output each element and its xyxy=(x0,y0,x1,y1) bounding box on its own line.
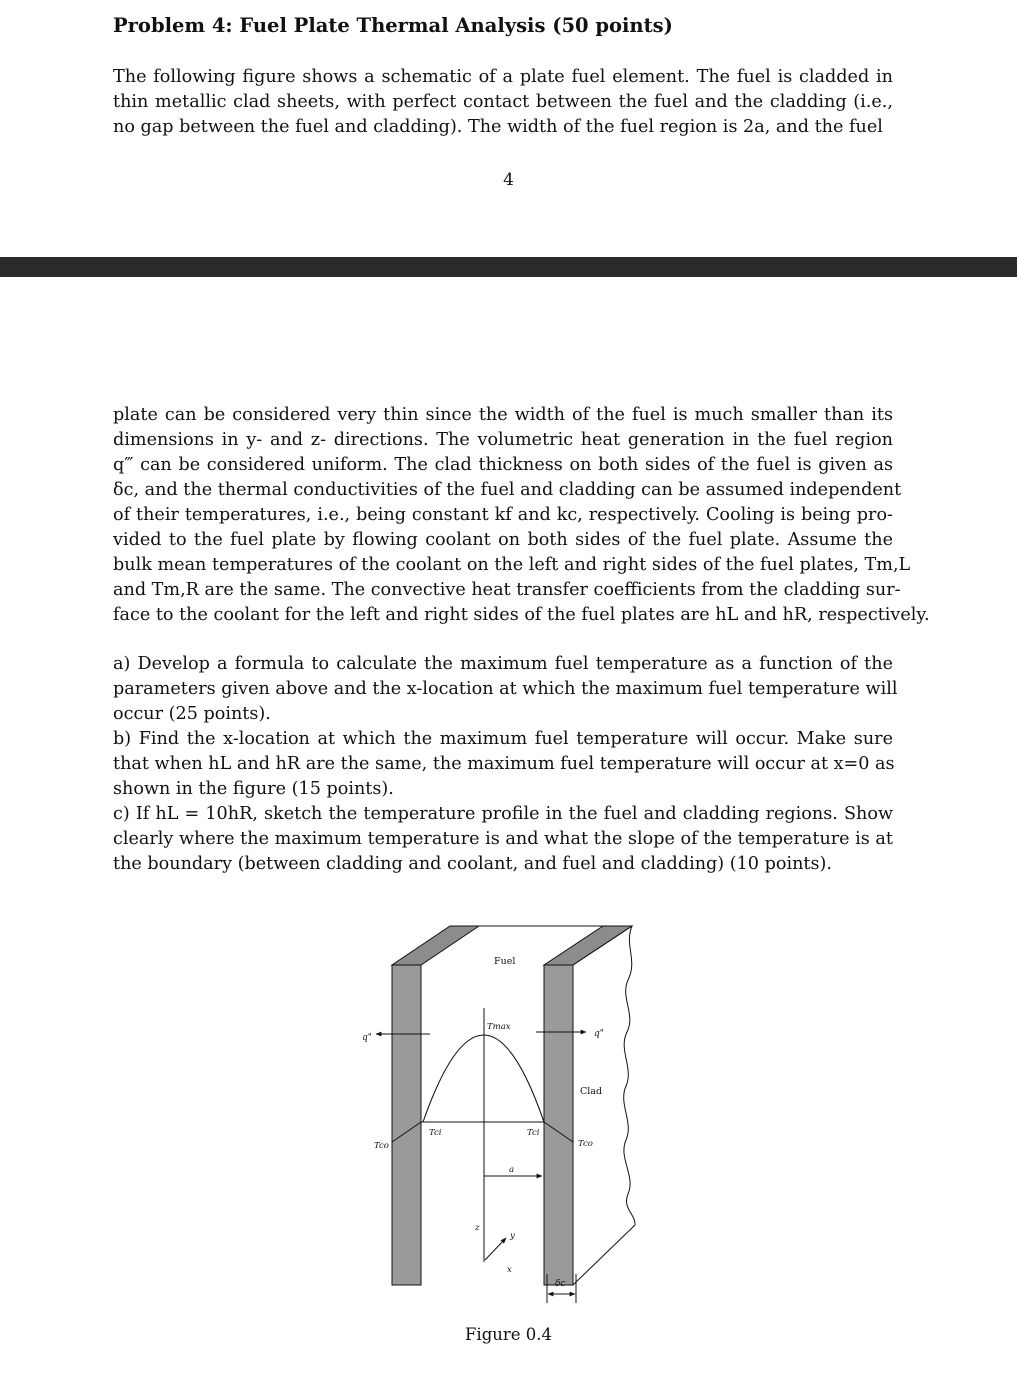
label-q-left: q" xyxy=(362,1033,372,1043)
problem-title: Problem 4: Fuel Plate Thermal Analysis (50 points) xyxy=(113,14,673,37)
question-line: shown in the figure (15 points). xyxy=(113,779,394,799)
questions-paragraph xyxy=(113,652,898,877)
question-line: c) If hL = 10hR, sketch the temperature profile in the fuel and cladding regions. Show xyxy=(113,804,893,824)
question-line: clearly where the maximum temperature is and what the slope of the temperature is at xyxy=(113,829,893,849)
body-line: bulk mean temperatures of the coolant on the left and right sides of the fuel plates, Tm,L xyxy=(113,555,911,575)
body-line: plate can be considered very thin since the width of the fuel is much smaller than its xyxy=(113,405,893,425)
intro-line: no gap between the fuel and cladding). The width of the fuel region is 2a, and the fuel xyxy=(113,117,883,137)
right-side-wavy-edge xyxy=(624,926,635,1225)
right-clad-top xyxy=(544,926,632,965)
question-line: the boundary (between cladding and coolant, and fuel and cladding) (10 points). xyxy=(113,854,832,874)
label-delta-c: δc xyxy=(555,1279,566,1289)
body-line: of their temperatures, i.e., being constant kf and kc, respectively. Cooling is being pro- xyxy=(113,505,893,525)
body-line: vided to the fuel plate by flowing coolant on both sides of the fuel plate. Assume the xyxy=(113,530,893,550)
label-clad: Clad xyxy=(580,1086,603,1097)
right-side-bottom-edge xyxy=(573,1225,635,1285)
label-z: z xyxy=(475,1223,480,1233)
question-line: b) Find the x-location at which the maximum fuel temperature will occur. Make sure xyxy=(113,729,893,749)
label-tco-right: Tco xyxy=(578,1139,593,1149)
intro-line: The following figure shows a schematic of a plate fuel element. The fuel is cladded in xyxy=(113,67,893,87)
label-tmax: Tmax xyxy=(487,1022,511,1032)
label-tci-left: Tci xyxy=(429,1128,442,1138)
left-clad-top xyxy=(392,926,479,965)
body-line: dimensions in y- and z- directions. The volumetric heat generation in the fuel region xyxy=(113,430,893,450)
fuel-plate-diagram xyxy=(355,915,645,1310)
intro-line: thin metallic clad sheets, with perfect contact between the fuel and the cladding (i.e., xyxy=(113,92,893,112)
body-line: q‴ can be considered uniform. The clad thickness on both sides of the fuel is given as xyxy=(113,455,893,475)
body-line: face to the coolant for the left and right sides of the fuel plates are hL and hR, respectively. xyxy=(113,605,930,625)
body-line: δc, and the thermal conductivities of the fuel and cladding can be assumed independent xyxy=(113,480,902,500)
question-line: parameters given above and the x-location at which the maximum fuel temperature will xyxy=(113,679,898,699)
label-tco-left: Tco xyxy=(374,1141,389,1151)
question-line: occur (25 points). xyxy=(113,704,271,724)
question-line: a) Develop a formula to calculate the maximum fuel temperature as a function of the xyxy=(113,654,893,674)
label-q-right: q" xyxy=(594,1029,604,1039)
label-a: a xyxy=(509,1165,515,1175)
label-tci-right: Tci xyxy=(527,1128,540,1138)
page-number: 4 xyxy=(503,170,514,190)
intro-paragraph xyxy=(113,65,893,140)
label-y: y xyxy=(510,1231,515,1241)
label-fuel: Fuel xyxy=(494,956,516,967)
continued-paragraph xyxy=(113,403,930,628)
y-axis-arrow xyxy=(485,1238,506,1260)
question-line: that when hL and hR are the same, the maximum fuel temperature will occur at x=0 as xyxy=(113,754,895,774)
body-line: and Tm,R are the same. The convective heat transfer coefficients from the cladding sur- xyxy=(113,580,901,600)
page-divider xyxy=(0,257,1017,277)
label-x: x xyxy=(507,1265,512,1275)
figure-caption: Figure 0.4 xyxy=(464,1325,553,1344)
